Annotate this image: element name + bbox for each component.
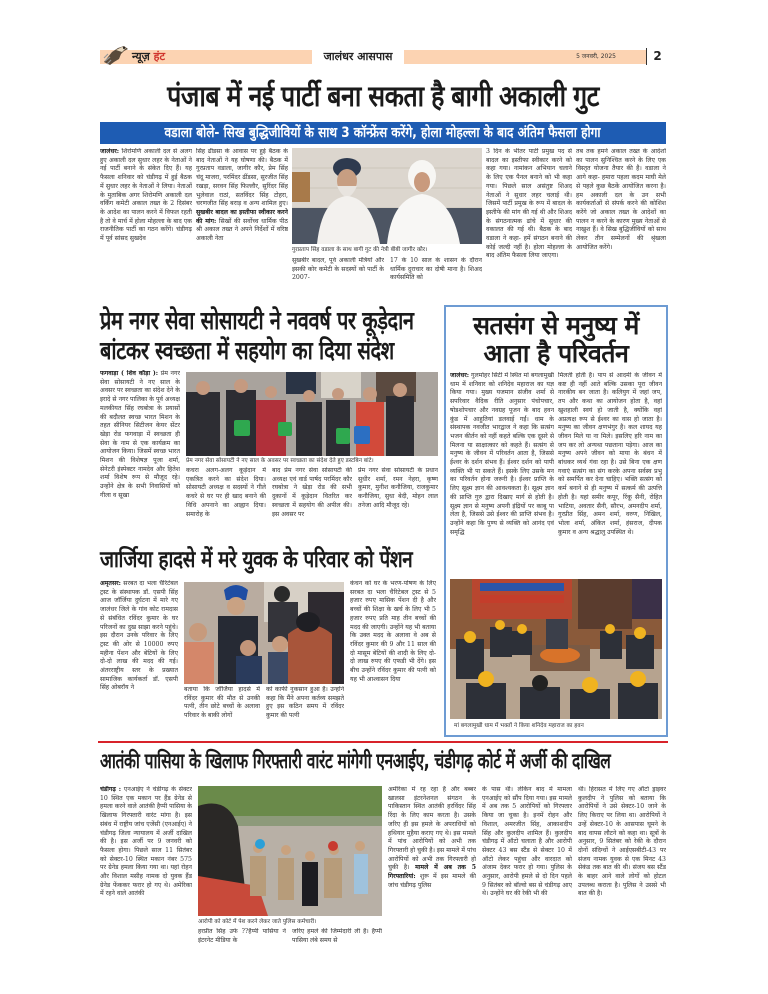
story2-col3-text: बाद प्रेम नगर सेवा सोसायटी की अध्यक्ष एवं वार्ड पार्षद परमिंदर कौर रघबोत्रा ने खेड़ा रोड की सभी दुकानों में कूड़ेदान वितरित कर स्वच्छता में सहयोग की अपील की। इस अवसर पर: [272, 467, 352, 518]
lead-subheadline-text: वडाला बोले- सिख बुद्धिजीवियों के साथ 3 कॉन्फ्रेंस करेंगे, होला मोहल्ला के बाद अंतिम फैसला होगा: [164, 125, 602, 141]
lead-column-3b: [390, 257, 482, 301]
story3-column-2: [558, 372, 662, 580]
story5-column-6: [578, 786, 666, 956]
story4-column-2: [184, 686, 260, 740]
story5-column-5: [482, 786, 572, 956]
story2-col2-text: कचरा अलग-अलग कूड़ेदान में एकत्रित करने का संदेश दिया। सोसायटी अध्यक्ष व सदस्यों ने गीले कचरे से घर पर ही खाद बनाने की विधि अपनाने का आह्वान दिया। समारोह के: [186, 467, 266, 518]
story2-column-2: [186, 467, 266, 537]
story4-photo: [184, 582, 344, 684]
story5-col2-text: हरप्रीत सिंह उर्फ ??हैप्पी पासिया ने इंटरनेट मीडिया के: [198, 928, 286, 944]
story5-col4a-text: अमेरिका में रह रहा है और बब्बर खालसा इंटरनेशनल संगठन के पाकिस्तान स्थित आतंकी हरविंदर सिंह रिंदा के लिए काम करता है। उसके जरिए ही इस हमले के अपराधियों को हथियार मुहैया कराए गए थे। इस मामले में पांच आरोपियों को अभी तक गिरफ्तारी हो चुकी है। इस मामले में पांच आरोपियों को अभी तक गिरफ्तारी हो चुकी है।: [388, 786, 476, 872]
lead-col5-text: तब तक हमने अकाल तख्त के आदेशों का पालन सुनिश्चित करने के लिए एक विस्तृत योजना तैयार की है। वडाला ने आगे कहा- हमारा पहला कदम माघी मेले से पहले कुछ बैठकें आयोजित करना है। हम अकाली दल के उन सभी कार्यकर्ताओं से संपर्क करने की कोशिश करेंगे जो अकाल तख्त के आदेशों का पालन न करने के कारण मुख्य नेताओं से नाखुश हैं। वे सिख बुद्धिजीवियों को साथ लेकर तीन सम्मेलनों की श्रृंखला आयोजित करेंगे।: [576, 148, 666, 251]
lead-column-4: [486, 148, 572, 298]
logo-primary: न्यूज़: [132, 50, 150, 63]
section-divider: [98, 741, 668, 743]
story5-col3-text: जरिए हमले की जिम्मेदारी ली है। हैप्पी पासिया लंबे समय से: [292, 928, 382, 944]
lead-col3a-text: सुखबीर बादल, पूर्व अकाली मंत्रियों और इसकी कोर कमेटी के सदस्यों को पार्टी के 2007-: [292, 257, 384, 282]
story3-headline-line2: आता है परिवर्तन: [483, 339, 629, 368]
lead-subheadline: [100, 122, 666, 144]
masthead: [98, 48, 668, 65]
story3-dateline: जालंधर:: [450, 372, 470, 379]
story2-column-1: [100, 370, 180, 550]
lead-dateline: जालंधर:: [100, 148, 120, 155]
story2-headline-line1: प्रेम नगर सेवा सोसायटी ने नववर्ष पर कूड़ेदान: [100, 306, 414, 335]
logo-wordmark: [132, 50, 165, 64]
story4-column-1: [100, 580, 178, 740]
lead-col2a-text: सिंह ढींडसा के आवास पर हुई बैठक के बाद नेताओं ने यह घोषणा की। बैठक में गुरप्रताप वडाला, जागीर कौर, प्रेम सिंह चंदू माजरा, परमिंदर ढींडसा, सुरजीत सिंह रखड़ा, सरवन सिंह फिल्लौर, सुरिंदर सिंह भुलेवाल राठां, सतविंदर सिंह टोहरा, चरणजीत सिंह बराड़ व अन्य शामिल हुए।: [196, 148, 288, 208]
story4-headline: जार्जिया हादसे में मरे युवक के परिवार को पेंशन: [100, 547, 413, 573]
story2-col4-text: प्रेम नगर सेवा सोसायटी के प्रधान सुधीर शर्मा, रमन नेहरा, कृष्ण कुमार, मुनीश कनौजिया, राजकुमार कनौजिया, सुधा बेदी, मोहन लाल तनेजा आदि मौजूद रहे।: [358, 467, 438, 509]
logo-accent: हंट: [153, 50, 166, 63]
story4-col1-text: सरबत दा भला चैरिटेबल ट्रस्ट के संस्थापक डॉ. एसपी सिंह आज जॉर्जिया दुर्घटना में मारे गए जालंधर जिले के गांव कोट रामदास से संबंधित रविंदर कुमार के घर परिजनों का दुख साझा करने पहुंचे। इस दौरान उनके परिवार के लिए ट्रस्ट की ओर से 10000 रुपए महीना पेंशन और बेटियों के लिए दो-दो लाख की मदद की गई। अंतरराष्ट्रीय स्तर के प्रख्यात सामाजिक कार्यकर्ता डॉ. एसपी सिंह ओबरॉय ने: [100, 580, 178, 692]
story4-photo-illustration: [184, 582, 344, 684]
story3-col2-text: मिलती होती है। पाप से आदमी के जीवन में कष्ट ही नहीं आते बल्कि उसका पूरा जीवन नारकीय बन जाता है। कलियुग में जहां जप, तप और कथा का आयोजन होता है, वहां खुशहाली स्वयं हो जाती है, क्योंकि वहां अप्रत्यक्ष रूप से ईश्वर का वास हो जाता है। मनुष्य का जीवन क्षणभंगुर है। कल शायद यह जीवन मिले या ना मिले। इसलिए हरि नाम का जप कर लो अन्यथा पछताना पड़ेगा। आज का मनुष्य अपने जीवन को माया के बंधन में बांधकर व्यर्थ गंवा रहा है। उसे बिना एक क्षण गवाएं सत्संग का संग करके अपना सर्वस्व प्रभु को समर्पित कर देना चाहिए। भक्ति सत्संग को कर्म बनाने से ही मनुष्य में सत्कर्म की उत्पत्ति होती है। यहां समीर कपूर, रिंकू सैनी, रोहित भाटिया, अवतार सैनी, सौरभ, अमनदीप शर्मा, गुरप्रीत सिंह, अमन शर्मा, वरुण, निखिल, भोला शर्मा, अंकित शर्मा, हंसराज, दीपक कुमार व अन्य श्रद्धालु उपस्थित थे।: [558, 372, 662, 536]
lead-column-1: [100, 148, 192, 298]
lead-headline: पंजाब में नई पार्टी बना सकता है बागी अकाली गुट: [167, 79, 599, 113]
lead-col1-text: शिरोमणि अकाली दल से अलग हुए अकाली दल सुधार लहर के नेताओं ने नई पार्टी बनाने के संकेत दिए हैं। यह फैसला शनिवार को चंडीगढ़ में हुई बैठक में सुधार लहर के नेताओं ने लिया। नेताओं के मुताबिक अगर शिरोमणि अकाली दल वर्किंग कमेटी अकाल तख्त के 2 दिसंबर के आदेश का पालन करने में विफल रहती है तो वे मार्च में होला मोहल्ला के बाद एक राजनीतिक पार्टी का गठन करेंगे। चंडीगढ़ में पूर्व सांसद सुखदेव: [100, 148, 192, 243]
lead-col4-text: 3 दिन के भीतर पार्टी प्रमुख पद से बादल का इस्तीफा स्वीकार करने को कहा गया। नामांकन अभियान चलाने के लिए एक पैनल बनाने को भी कहा गया। पिछले साल असंतुष्ट शिअद नेताओं ने सुधार लहर चलाई थी। जिसमें पार्टी प्रमुख के रूप में बादल के इस्तीफे की मांग की गई थी और शिअद के संगठनात्मक ढांचे में सुधार की वकालत की गई थी। बैठक के बाद वडाला ने कहा- हमें संगठन बनाने की कोई जल्दी नहीं है। होला मोहल्ला के बाद अंतिम फैसला लिया जाएगा।: [486, 148, 572, 260]
story5-col1-text: एनआईए ने चंडीगढ़ के सेक्टर 10 स्थित एक मकान पर हैंड ग्रेनेड से हमला करने वाले आतंकी हैप्पी पासिया के खिलाफ गिरफ्तारी वारंट मांगा है। इस संबंध में राष्ट्रीय जांच एजेंसी (एनआईए) ने चंडीगढ़ जिला न्यायालय में अर्जी दाखिल की है। इस अर्जी पर 9 जनवरी को फैसला होगा। पिछले साल 11 सितंबर को सेक्टर-10 स्थित मकान नंबर 575 पर ग्रेनेड हमला किया गया था। यहां रोहन और विशाल मसीह नामक दो युवक हैंड ग्रेनेड फेंककर फरार हो गए थे। अमेरिका में रहने वाले आतंकी: [100, 786, 192, 898]
story2-dateline: फगवाड़ा ( शिव कौड़ा ):: [100, 370, 159, 377]
story5-photo: [198, 786, 382, 916]
story5-photo-illustration: [198, 786, 382, 916]
lead-column-5: [576, 148, 666, 298]
story2-column-3: [272, 467, 352, 537]
issue-date: 5 जनवरी, 2025: [576, 53, 616, 60]
masthead-band-left: [100, 50, 312, 64]
newspaper-page: [98, 0, 668, 994]
story5-column-2: [198, 928, 286, 950]
story5-col6-text: थी। हिरासत में लिए गए ऑटो ड्राइवर कुलदीप ने पुलिस को बताया कि आरोपियों ने उसे सेक्टर-10 जाने के लिए किराए पर लिया था। आरोपियों ने उन्हें सेक्टर-10 के आसपास घूमने के बाद वापस लौटने को कहा था। सूत्रों के अनुसार, 9 सितंबर को रेकी के दौरान दोनों संदिग्धों ने आईएसबीटी-43 पर संजय नामक युवक से एक मिनट 43 सेकंड तक बात की थी। संजय बस स्टैंड के बाहर आने वाले लोगों को होटल उपलब्ध कराता है। पुलिस ने उससे भी बात की है।: [578, 786, 666, 898]
story2-headline-line2: बांटकर स्वच्छता में सहयोग का दिया संदेश: [100, 336, 394, 365]
story4-dateline: अमृतसर:: [100, 580, 121, 587]
story5-col4-subhead: मामले में अब तक 5 गिरफ्तारियां:: [388, 864, 476, 881]
page-number: 2: [646, 48, 668, 65]
masthead-band-right: [404, 50, 646, 64]
lead-col2b-text: सिखों की सर्वोच्च धार्मिक पीठ श्री अकाल तख्त ने अपने निर्देशों में वरिष्ठ अकाली नेता: [196, 217, 288, 243]
story5-column-4: [388, 786, 476, 956]
eagle-logo-icon: [102, 44, 130, 66]
story3-photo-caption: मां बगलामुखी धाम में भक्तों ने किया शनिदेव महाराज का हवन: [454, 723, 584, 729]
story3-photo-illustration: [450, 579, 662, 719]
story3-headline-line1: सतसंग से मनुष्य में: [473, 311, 639, 340]
story4-column-4: [350, 580, 436, 740]
story3-column-1: [450, 372, 554, 580]
story3-photo: [450, 579, 662, 719]
section-title: जालंधर आसपास: [312, 48, 404, 65]
story5-headline: आतंकी पासिया के खिलाफ गिरफ्तारी वारंट मांगेगी एनआईए, चंडीगढ़ कोर्ट में अर्जी की दाखिल: [100, 749, 611, 773]
story2-column-4: [358, 467, 438, 537]
lead-photo: [292, 148, 482, 244]
story3-col1-text: गुलमोहर सिटी में स्थित मां बगलामुखी धाम में शनिवार को शनिदेव महाराज का यज्ञ किया गया। मुख्य यजमान संजीव शर्मा से सपरिवार वैदिक रीति अनुसार पंचोपचार, षोडशोपचार और नवग्रह पूजन के बाद हवन कुंड में आहुतियां डलवाई गईं। धाम के संस्थापक नवजीत भारद्वाज ने कहा कि सत्संग भजन कीर्तन को नहीं कहते बल्कि एक दूसरे से मिलना या साक्षात्कार को कहते हैं। सत्संग से मनुष्य के जीवन में परिवर्तन आता है, जिससे ईश्वर के दर्शन संभव हैं। ईश्वर दर्शन को पापी व्यक्ति भी पा सकते हैं। इसके लिए उसके मन का परिवर्तन होना जरूरी है। ईश्वर प्राप्ति के लिए सूक्ष्म ज्ञान की आवश्यकता है। सूक्ष्म ज्ञान की प्राप्ति गुरु द्वारा दिखाए मार्ग से होती है। सूक्ष्म ज्ञान से मनुष्य अपनी इंद्रियों पर काबू पा लेता है, जिससे उसे ईश्वर की प्राप्ति संभव है। उन्होंने कहा कि पुण्य से व्यक्ति को आनंद एवं समृद्धि: [450, 372, 554, 536]
lead-column-2: [196, 148, 288, 298]
story2-photo-caption: प्रेम नगर सेवा सोसायटी ने नए साल के अवसर पर स्वच्छता का संदेश देते हुए डस्टबिन बांटे।: [186, 458, 374, 464]
story5-column-1: [100, 786, 192, 956]
story5-col4b-text: शुरू में इस मामले की जांच चंडीगढ़ पुलिस: [388, 873, 476, 889]
story5-column-3: [292, 928, 382, 950]
story5-dateline: चंडीगढ़ :: [100, 786, 122, 793]
lead-column-3a: [292, 257, 384, 301]
story4-col3-text: को काफी नुकसान हुआ है। उन्होंने कहा कि मैंने अपना कर्तव्य समझते हुए इस कठिन समय में रविंदर कुमार की पत्नी: [266, 686, 344, 720]
lead-col3b-text: 17 के 10 साल के शासन के दौरान धार्मिक दुराचार का दोषी माना है। शिअद कार्यसमिति को: [390, 257, 482, 282]
story4-column-3: [266, 686, 344, 740]
lead-photo-caption: गुरप्रताप सिंह वडाला के साथ बागी गुट की नेत्री बीबी जागीर कौर।: [292, 247, 428, 253]
story2-photo-illustration: [186, 372, 438, 456]
story4-col2-text: बताया कि जॉर्जिया हादसे में रविंदर कुमार की मौत से उनकी पत्नी, तीन छोटे बच्चों के अलावा परिवार के बाकी लोगों: [184, 686, 260, 720]
story2-photo: [186, 372, 438, 456]
story4-col4-text: कंचन को घर के भरण-पोषण के लिए सरबत दा भला चैरिटेबल ट्रस्ट से 5 हजार रुपए मासिक पेंशन दी है और बच्चों की शिक्षा के खर्च के लिए भी 5 हजार रुपए प्रति माह तीन बच्चों की मदद की जाएगी। उन्होंने यह भी बताया कि उक्त मदद के अलावा वे अब से रविंदर कुमार की 9 और 11 साल की दो मासूम बेटियों की शादी के लिए दो-दो लाख रुपए की एफडी भी देंगे। इस बीच उन्होंने रविंदर कुमार की पत्नी को यह भी आश्वासन दिया: [350, 580, 436, 683]
story5-col5-text: के पास थी। लेकिन बाद में मामला एनआईए को सौंप दिया गया। इस मामले में अब तक 5 आरोपियों को गिरफ्तार किया जा चुका है। इनमें रोहन और विशाल, अमरजीत सिंह, आकाशदीप सिंह और कुलदीप शामिल हैं। कुलदीप चंडीगढ़ में ऑटो चलाता है और आरोपी सेक्टर 43 बस स्टैंड से सेक्टर 10 में ऑटो लेकर पहुंचा और वारदात को अंजाम देकर फरार हो गया। पुलिस के अनुसार, आरोपी हमले से दो दिन पहले 9 सितंबर को बॉल्वो बस से चंडीगढ़ आए थे। उन्होंने घर की रेकी भी की: [482, 786, 572, 898]
story5-photo-caption: आरोपी को कोर्ट में पेश करने लेकर जाते पुलिस कर्मचारी।: [198, 919, 317, 925]
lead-photo-illustration: [292, 148, 482, 244]
story2-col1-text: प्रेम नगर सेवा सोसायटी ने नए साल के अवसर पर स्वच्छता का संदेश देने के इरादे से नगर पालिका के पूर्व अध्यक्ष मलकीयत सिंह रघबोत्रा के प्रयासों की बदौलत स्वच्छ भारत मिशन के तहत सीनियर सिटीजन केयर सेंटर खेड़ा रोड फगवाड़ा में स्वच्छता ही सेवा के नाम से एक कार्यक्रम का आयोजन किया। जिसमें स्वच्छ भारत मिशन की विशेषज्ञ पूजा शर्मा, सेनेटरी इंस्पेक्टर नामदेव और हितेश शर्मा विशेष रूप से मौजूद रहे। उन्होंने क्षेत्र के सभी निवासियों को गीला व सूखा: [100, 370, 180, 499]
lead-col2-subhead: सुखबीर बादल का इस्तीफा स्वीकार करने की मांग:: [196, 208, 288, 225]
